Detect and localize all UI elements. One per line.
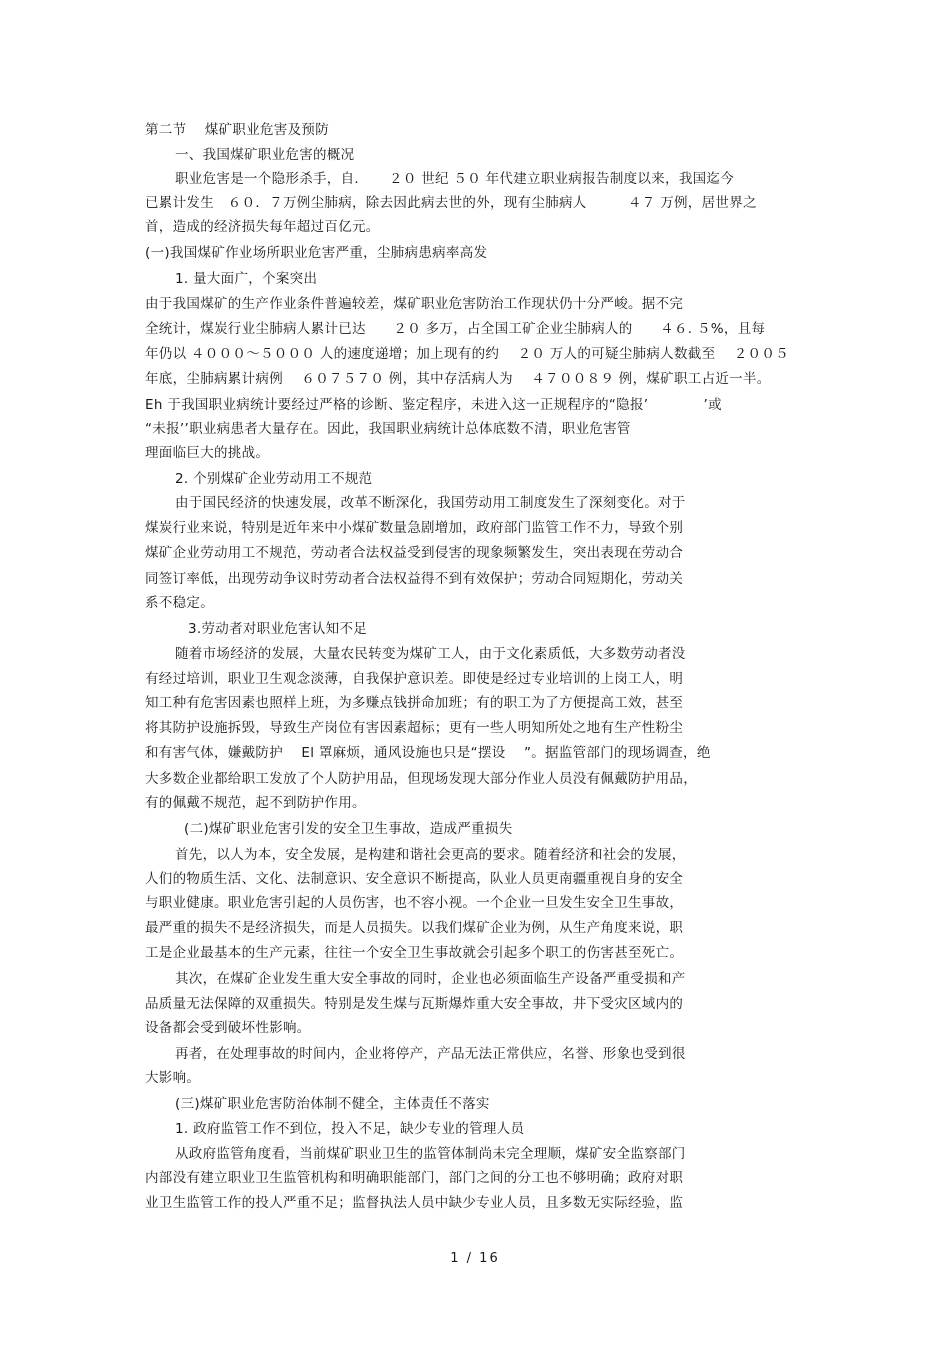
text-line: 随着市场经济的发展，大量农民转变为煤矿工人，由于文化素质低，大多数劳动者没 — [175, 646, 686, 662]
text-line: 系不稳定。 — [145, 595, 214, 611]
text-line: 煤矿企业劳动用工不规范，劳动者合法权益受到侵害的现象频繁发生，突出表现在劳动合 — [145, 545, 684, 561]
text-line: 首，造成的经济损失每年超过百亿元。 — [145, 219, 380, 235]
text-line: 有经过培训，职业卫生观念淡薄，自我保护意识差。即使是经过专业培训的上岗工人，明 — [145, 671, 684, 687]
text-line: 将其防护设施拆毁，导致生产岗位有害因素超标；更有一些人明知所处之地有生产性粉尘 — [145, 720, 684, 736]
text-line: 大影响。 — [145, 1070, 201, 1086]
text-line: 品质量无法保障的双重损失。特别是发生煤与瓦斯爆炸重大安全事故，井下受灾区域内的 — [145, 996, 684, 1012]
text-line: 最严重的损失不是经济损失，而是人员损失。以我们煤矿企业为例，从生产角度来说，职 — [145, 920, 684, 936]
subsection-heading: (一)我国煤矿作业场所职业危害严重，尘肺病患病率高发 — [145, 245, 488, 261]
text-line: 理面临巨大的挑战。 — [145, 445, 270, 461]
text-line: 职业危害是一个隐形杀手，自． ２０ 世纪 ５０ 年代建立职业病报告制度以来，我国迄今 — [175, 171, 735, 187]
text-line: 再者，在处理事故的时间内，企业将停产，产品无法正常供应，名誉、形象也受到很 — [175, 1046, 686, 1062]
text-line: 工是企业最基本的生产元素，往往一个安全卫生事故就会引起多个职工的伤害甚至死亡。 — [145, 945, 684, 961]
text-line: 全统计，煤炭行业尘肺病人累计已达 ２０ 多万，占全国工矿企业尘肺病人的 ４６. ５%，且每 — [145, 321, 766, 337]
text-line: 煤炭行业来说，特别是近年来中小煤矿数量急剧增加，政府部门监管工作不力，导致个别 — [145, 520, 684, 536]
text-line: 设备都会受到破坏性影响。 — [145, 1020, 311, 1036]
text-line: 从政府监管角度看，当前煤矿职业卫生的监管体制尚未完全理顺，煤矿安全监察部门 — [175, 1146, 686, 1162]
text-line: 同签订率低，出现劳动争议时劳动者合法权益得不到有效保护；劳动合同短期化，劳动关 — [145, 571, 684, 587]
item-heading: 1. 量大面广，个案突出 — [175, 271, 318, 287]
text-line: 年底，尘肺病累计病例 ６０７５７０ 例，其中存活病人为 ４７００８９ 例，煤矿职工占近一半。 — [145, 371, 771, 387]
text-line: 有的佩戴不规范，起不到防护作用。 — [145, 795, 366, 811]
text-line: 和有害气体，嫌戴防护 El 罩麻烦，通风设施也只是“摆设 ”。据监管部门的现场调查，绝 — [145, 745, 711, 761]
item-heading: 2. 个别煤矿企业劳动用工不规范 — [175, 471, 373, 487]
text-line: 大多数企业都给职工发放了个人防护用品，但现场发现大部分作业人员没有佩戴防护用品， — [145, 771, 697, 787]
text-line: 人们的物质生活、文化、法制意识、安全意识不断提高，队业人员更南疆重视自身的安全 — [145, 871, 684, 887]
text-line: 由于我国煤矿的生产作业条件普遍较差，煤矿职业危害防治工作现状仍十分严峻。据不完 — [145, 296, 684, 312]
subsection-heading: (三)煤矿职业危害防治体制不健全，主体责任不落实 — [175, 1096, 490, 1112]
page-number: 1 / 16 — [450, 1251, 500, 1266]
text-line: 已累计发生 ６０．７万例尘肺病，除去因此病去世的外，现有尘肺病人 ４７ 万例，居世界之 — [145, 195, 757, 211]
text-line: “未报’’职业病患者大量存在。因此，我国职业病统计总体底数不清，职业危害管 — [145, 421, 631, 437]
text-line: 与职业健康。职业危害引起的人员伤害，也不容小视。一个企业一旦发生安全卫生事故， — [145, 895, 684, 911]
text-line: 业卫生监管工作的投人严重不足；监督执法人员中缺少专业人员，且多数无实际经验，监 — [145, 1195, 684, 1211]
item-heading: 1. 政府监管工作不到位，投入不足，缺少专业的管理人员 — [175, 1121, 525, 1137]
text-line: 首先，以人为本，安全发展，是构建和谐社会更高的要求。随着经济和社会的发展， — [175, 847, 686, 863]
text-line: 知工种有危害因素也照样上班，为多赚点钱拼命加班；有的职工为了方便提高工效，甚至 — [145, 695, 684, 711]
subsection-heading: 一、我国煤矿职业危害的概况 — [175, 147, 355, 163]
text-line: 内部没有建立职业卫生监管机构和明确职能部门，部门之间的分工也不够明确；政府对职 — [145, 1170, 684, 1186]
text-line: 由于国民经济的快速发展，改革不断深化，我国劳动用工制度发生了深刻变化。对于 — [175, 495, 686, 511]
text-line: Eh 于我国职业病统计要经过严格的诊断、鉴定程序，未进入这一正规程序的“隐报’ ’或 — [145, 397, 722, 413]
text-line: 其次，在煤矿企业发生重大安全事故的同时，企业也必须面临生产设备严重受损和产 — [175, 971, 686, 987]
section-heading: 第二节 煤矿职业危害及预防 — [145, 122, 329, 138]
text-line: 年仍以 ４０００～５０００ 人的速度递增；加上现有的约 ２０ 万人的可疑尘肺病人数截至 ２００５ — [145, 346, 789, 362]
item-heading: 3.劳动者对职业危害认知不足 — [188, 621, 368, 637]
subsection-heading: (二)煤矿职业危害引发的安全卫生事故，造成严重损失 — [184, 821, 513, 837]
